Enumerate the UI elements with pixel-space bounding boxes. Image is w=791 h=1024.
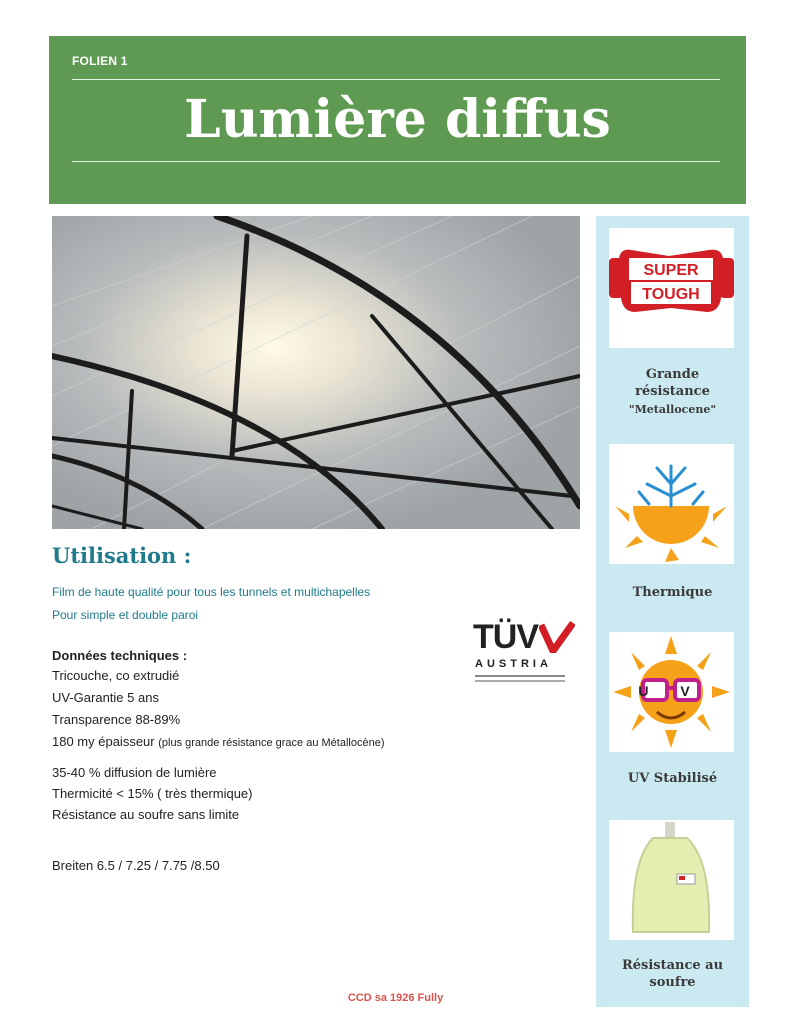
sulphur-bag-icon (609, 820, 734, 940)
sulphur-bag-badge (609, 820, 734, 940)
tech-heading: Données techniques : (52, 648, 188, 663)
page-title: Lumière diffus (184, 89, 611, 150)
tech-item-2: UV-Garantie 5 ans (52, 690, 159, 705)
uv-sun-icon (609, 632, 734, 752)
tough-text: TOUGH (642, 286, 700, 303)
badge1-label-1: Grande (645, 367, 700, 382)
uv-badge (609, 632, 734, 752)
tech-item-thickness (52, 731, 385, 754)
badge2-label: Thermique (632, 585, 713, 600)
super-tough-icon (609, 228, 734, 348)
header-rule-bottom (72, 161, 720, 162)
thickness-main: 180 my épaisseur (52, 734, 155, 749)
tech-item-4: 35-40 % diffusion de lumière (52, 765, 217, 780)
tuv-sub: AUSTRIA (475, 658, 552, 670)
thermique-badge (609, 444, 734, 564)
badge1-label-2: résistance (635, 384, 710, 399)
sun-snowflake-icon (609, 444, 734, 564)
badge4-label-2: soufre (649, 975, 696, 990)
utilisation-line-1: Film de haute qualité pour tous les tunnels et multichapelles (52, 585, 371, 599)
features-sidebar (596, 216, 749, 1007)
utilisation-heading: Utilisation : (52, 543, 192, 568)
thickness-note: (plus grande résistance grace au Métallocène) (158, 737, 385, 749)
tech-item-6: Résistance au soufre sans limite (52, 807, 240, 822)
tech-item-1: Tricouche, co extrudié (52, 668, 180, 683)
tech-widths: Breiten 6.5 / 7.25 / 7.75 /8.50 (52, 858, 220, 873)
badge3-label: UV Stabilisé (627, 771, 718, 786)
super-tough-badge (609, 228, 734, 348)
tech-item-5: Thermicité < 15% ( très thermique) (52, 786, 253, 801)
utilisation-line-2: Pour simple et double paroi (52, 608, 199, 622)
badge4-label-1: Résistance au (621, 958, 724, 973)
header-banner (49, 36, 746, 204)
tuv-check-icon (539, 621, 575, 653)
section-tag: FOLIEN 1 (72, 54, 128, 68)
super-text: SUPER (643, 262, 699, 279)
tuv-fineprint-2 (475, 680, 565, 682)
greenhouse-photo (52, 216, 580, 529)
footer-company: CCD sa 1926 Fully (347, 992, 444, 1004)
badge1-label-3: "Metallocene" (628, 403, 717, 416)
header-rule-top (72, 79, 720, 80)
tuv-fineprint (475, 675, 565, 677)
tuv-austria-logo (473, 619, 577, 691)
tech-item-3: Transparence 88-89% (52, 712, 181, 727)
uv-letters: U V (638, 683, 704, 699)
tuv-brand: TÜV (473, 618, 538, 656)
